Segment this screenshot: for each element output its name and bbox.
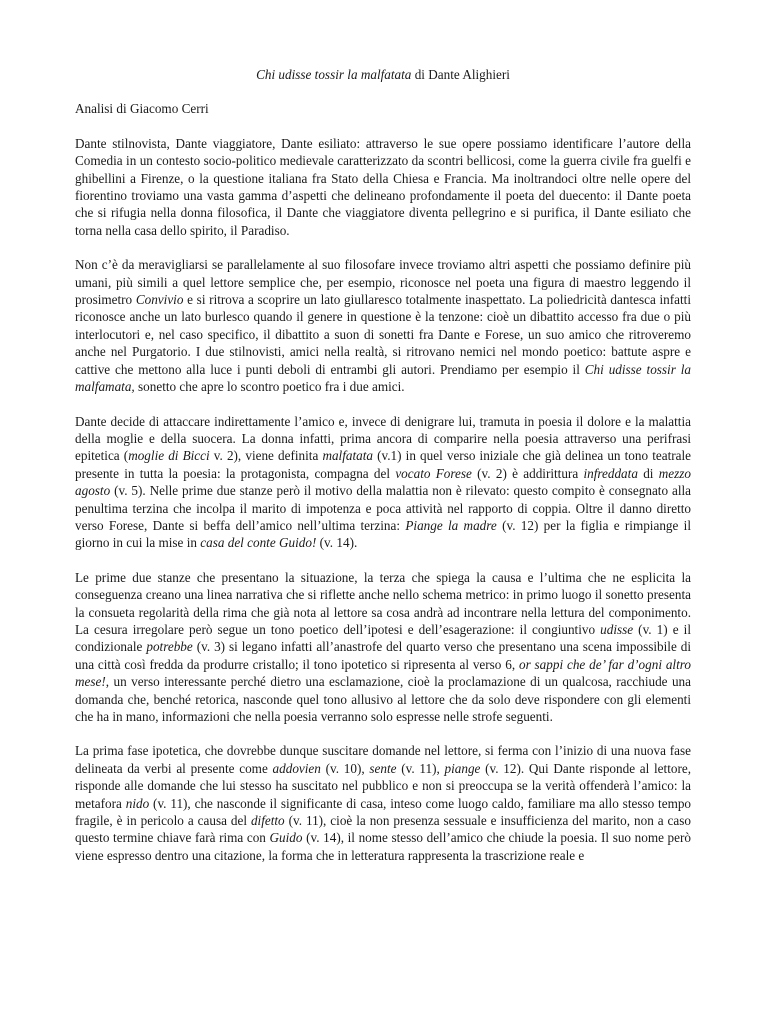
text-run: La prima fase ipotetica, che dovrebbe dunque suscitare domande nel lettore, si ferma con l’inizio di una nuova fase delineata da verbi al presente come: [75, 743, 691, 776]
document-body: [75, 135, 691, 864]
text-run: (v. 10),: [320, 760, 370, 776]
paragraph-4: [75, 569, 691, 726]
title-author: di Dante Alighieri: [411, 67, 510, 82]
text-run: e si ritrova a scoprire un lato giullaresco totalmente inaspettato. La poliedricità dantesca infatti riconosce anche un lato burlesco quando il genere in questione è la tenzone: cioè un dibattito accesso fra due o più interlocutori e, nel caso specifico, il dibattito a suon di sonetti fra Dante e Forese, un suo amico che ritroveremo anche nel Purgatorio. I due stilnovisti, amici nella realtà, si ritrovano nemici nel mondo poetico: battute aspre e cattive che mettono alla luce i punti deboli di entrambi gli autori. Prendiamo per esempio il: [75, 292, 691, 377]
paragraph-1: [75, 135, 691, 239]
text-run: Dante decide di attaccare indirettamente l’amico e, invece di denigrare lui, tramuta in poesia il dolore e la malattia della moglie e della suocera. La donna infatti, prima ancora di comparire nella poesia attraverso una perifrasi epitetica (: [75, 413, 691, 464]
italic-citation: Piange la madre: [405, 517, 497, 533]
italic-citation: piange: [444, 760, 481, 776]
italic-citation: Guido: [269, 830, 303, 846]
text-run: (v. 3) si legano infatti all’anastrofe del quarto verso che presentano una scena impossibile di una città così fredda da produrre cristallo; il tono ipotetico si ripresenta al verso 6,: [75, 639, 692, 672]
paragraph-2: [75, 256, 691, 395]
text-run: (v. 14), il nome stesso dell’amico che chiude la poesia. Il suo nome però viene espresso dentro una citazione, la forma che in letteratura rappresenta la trascrizione reale e: [75, 830, 691, 863]
text-run: , un verso interessante perché dietro una esclamazione, cioè la proclamazione di un qualcosa, racchiude una domanda che, benché retorica, nasconde quel tono allusivo al lettore che da solo deve rispondere con gli elementi che ha in mano, informazioni che nella poesia verranno solo espresse nelle strofe seguenti.: [75, 674, 691, 724]
text-run: (v. 2) è addirittura: [471, 465, 584, 481]
italic-citation: Convivio: [135, 292, 184, 308]
italic-citation: addovien: [272, 760, 321, 776]
text-run: (v. 11),: [396, 760, 445, 776]
text-run: (v. 5). Nelle prime due stanze però il motivo della malattia non è rilevato: questo compito è consegnato alla penultima terzina che incolpa il marito di impotenza e poca attività nel rapporto di coppia. Oltre il danno diretto verso Forese, Dante si beffa dell’amico nell’ultima terzina:: [75, 483, 691, 533]
italic-citation: potrebbe: [146, 639, 193, 655]
italic-citation: difetto: [250, 813, 285, 829]
text-run: (v. 14).: [316, 535, 358, 551]
italic-citation: infreddata: [583, 465, 638, 481]
text-run: Non c’è da meravigliarsi se parallelamente al suo filosofare invece troviamo altri aspetti che possiamo definire più umani, più simili a quel lettore semplice che, per esempio, riconosce nel poeta una figura di maestro leggendo il prosimetro: [75, 257, 691, 308]
text-run: Dante stilnovista, Dante viaggiatore, Dante esiliato: attraverso le sue opere possiamo identificare l’autore della Comedia in un contesto socio-politico medievale caratterizzato da scontri bellicosi, come la guerra civile fra guelfi e ghibellini a Firenze, o la questione italiana fra Stato della Chiesa e Francia. Ma inoltrandoci oltre nelle opere del fiorentino troviamo una vasta gamma d’aspetti che delineano profondamente il poeta del duecento: il Dante poeta che si rifugia nella donna filosofica, il Dante che viaggiatore diventa pellegrino e si purifica, il Dante esiliato che torna nella casa dello spirito, il Paradiso.: [75, 135, 691, 238]
italic-citation: nido: [125, 795, 150, 811]
text-run: (v.1) in quel verso iniziale che già delinea un tono teatrale presente in tutta la poesia: la protagonista, compagna del: [75, 448, 691, 481]
text-run: (v. 12) per la figlia e rimpiange il giorno in cui la mise in: [75, 517, 691, 551]
italic-citation: udisse: [600, 621, 634, 637]
text-run: (v. 12). Qui Dante risponde al lettore, risponde alle domande che lui stesso ha suscitato nel pubblico e non si preoccupa se la verità offenderà l’amico: la metafora: [75, 760, 692, 811]
italic-citation: moglie di Bicci: [128, 448, 210, 464]
paragraph-5: [75, 742, 691, 864]
text-run: (v. 1) e il condizionale: [75, 621, 691, 655]
text-run: sonetto che apre lo scontro poetico fra i due amici.: [134, 379, 405, 395]
text-run: di: [637, 465, 659, 481]
paragraph-3: [75, 413, 691, 552]
text-run: v. 2), viene definita: [209, 448, 323, 464]
italic-citation: mezzo agosto: [75, 465, 691, 499]
text-run: (v. 11), che nasconde il significante di casa, inteso come luogo caldo, familiare ma allo stesso tempo fragile, è in pericolo a causa del: [75, 795, 692, 829]
italic-citation: or sappi che de’ far d’ogni altro mese!: [75, 656, 691, 690]
italic-citation: casa del conte Guido!: [200, 535, 317, 551]
italic-citation: Chi udisse tossir la malfamata,: [75, 361, 691, 395]
document-title: [75, 66, 691, 83]
italic-citation: sente: [369, 760, 397, 776]
title-work: Chi udisse tossir la malfatata: [256, 67, 412, 82]
text-run: Le prime due stanze che presentano la situazione, la terza che spiega la causa e l’ultima che ne esplicita la conseguenza creano una linea narrativa che si riflette anche nello schema metrico: in primo luogo il sonetto presenta la consueta regolarità della rima che già nota al lettore sa cosa andrà ad incontrare nella lettura del componimento. La cesura irregolare però segue un tono poetico dell’ipotesi e dell’esagerazione: il congiuntivo: [75, 569, 691, 637]
italic-citation: vocato Forese: [395, 465, 472, 481]
text-run: (v. 11), cioè la non presenza sessuale e insufficienza del marito, non a caso questo termine chiave farà rima con: [75, 813, 691, 846]
italic-citation: malfatata: [322, 448, 373, 464]
analysis-byline: Analisi di Giacomo Cerri: [75, 101, 209, 117]
